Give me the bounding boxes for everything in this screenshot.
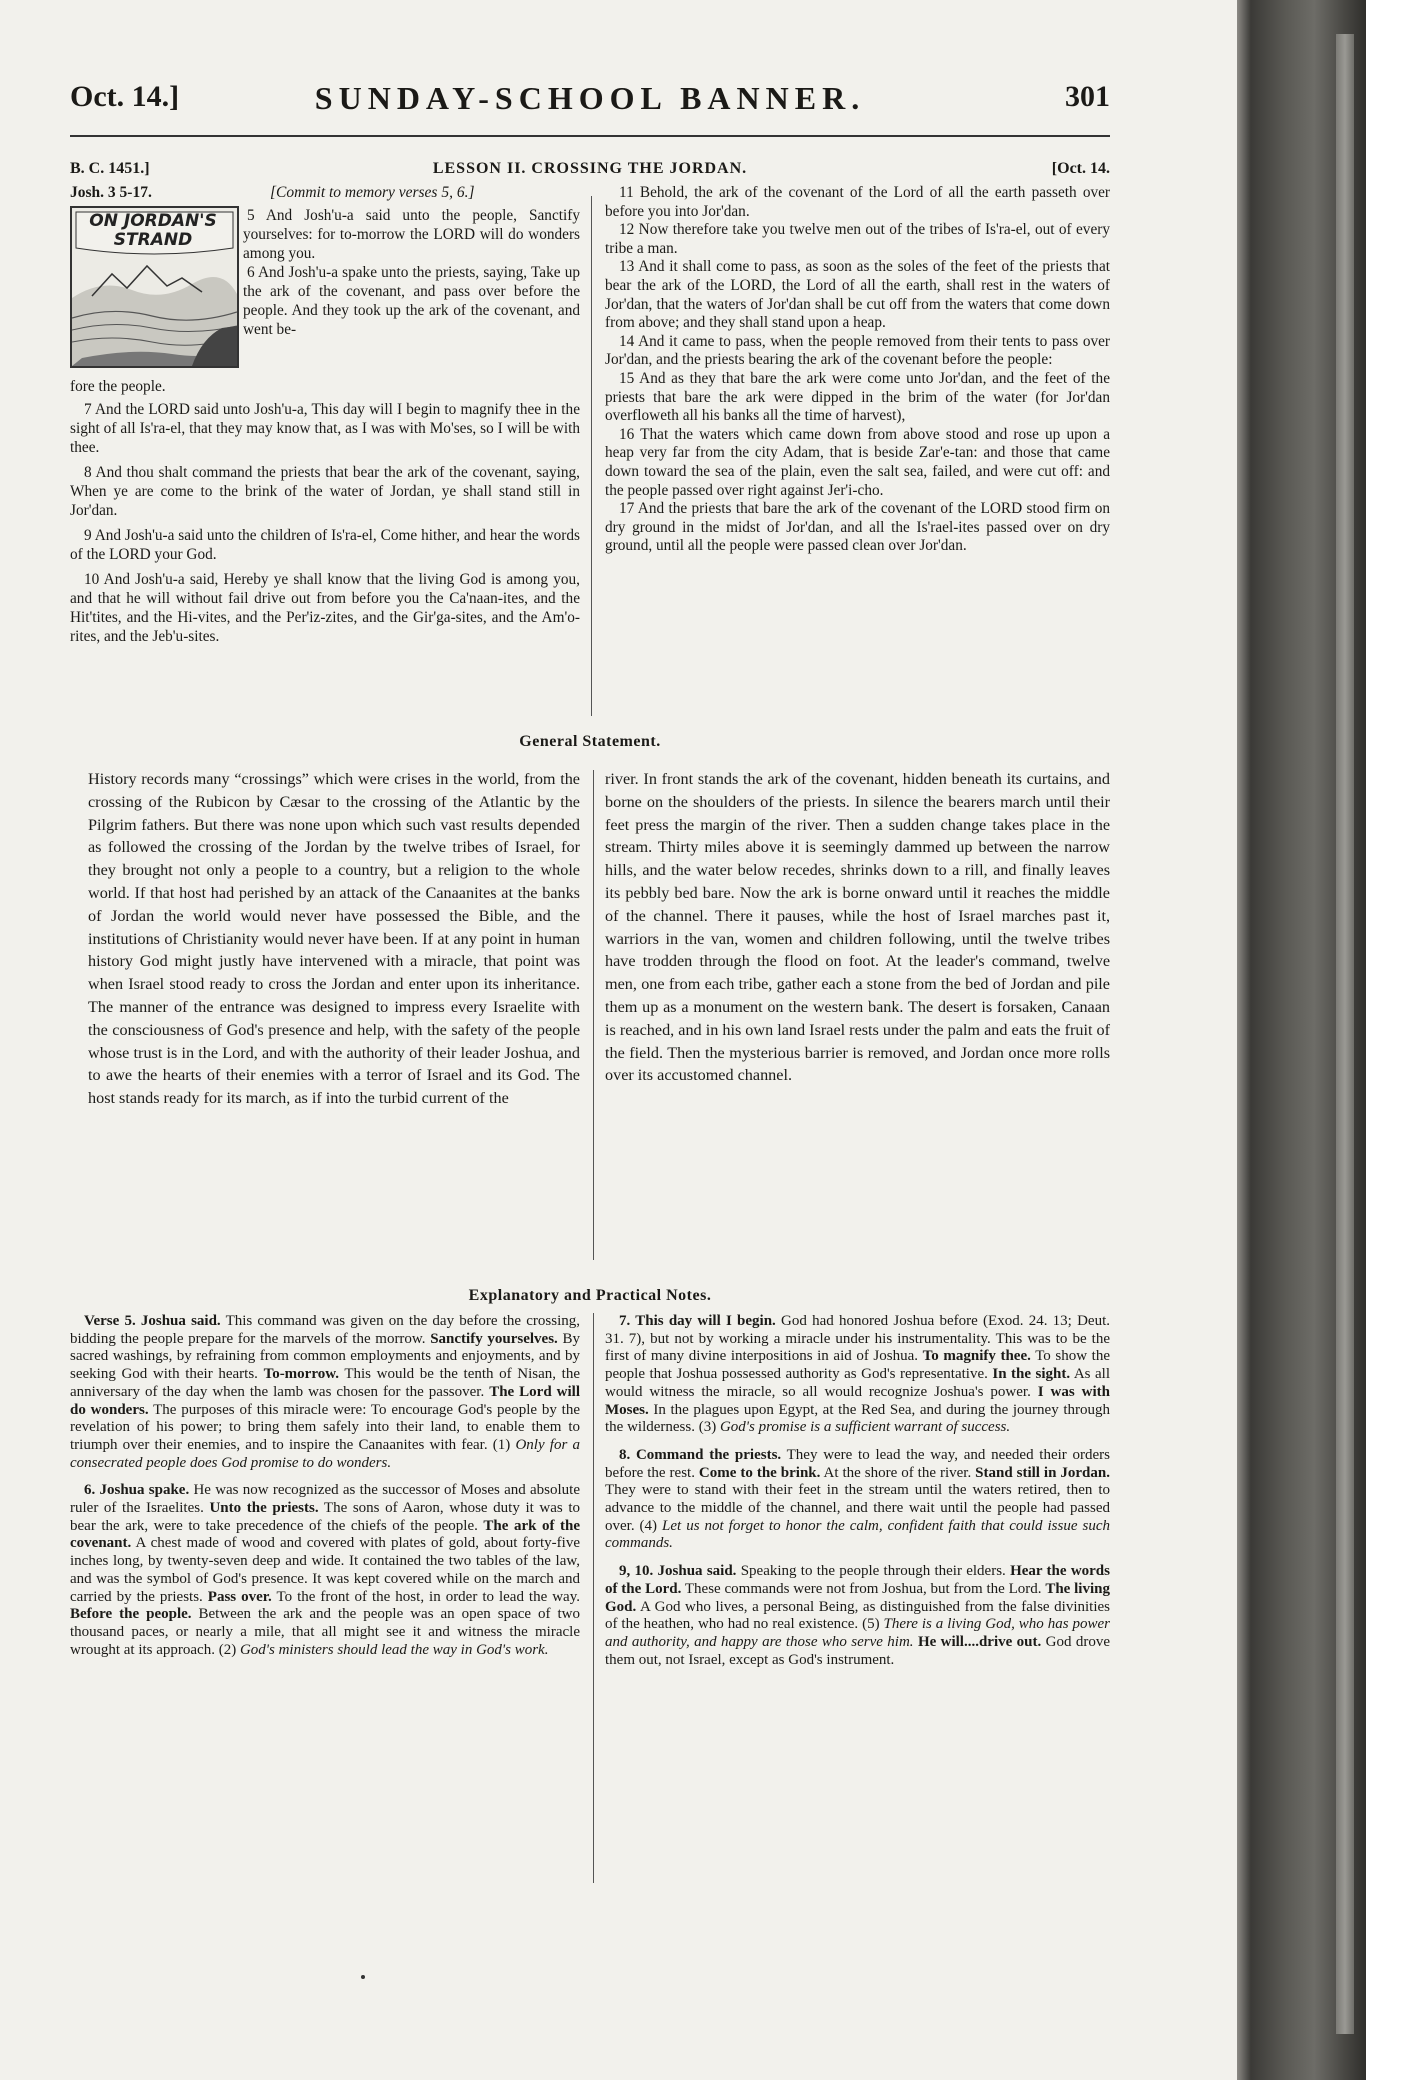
- verse-13: 13 And it shall come to pass, as soon as the soles of the feet of the priests that bear the ark of the LORD, the Lord of all the earth, shall rest in the waters of Jor'dan, that the waters of Jor'dan shall be cut off from the waters that come down from above; and they shall stand upon a heap.: [605, 258, 1110, 332]
- lesson-title: LESSON II. CROSSING THE JORDAN.: [432, 160, 748, 177]
- running-header: [70, 80, 1110, 120]
- print-speck: [361, 1975, 365, 1979]
- note-verse-8: [605, 1447, 1110, 1553]
- note-keyword: In the sight.: [992, 1366, 1071, 1383]
- note-keyword: Stand still in Jordan.: [975, 1464, 1110, 1481]
- explanatory-notes-divider: [593, 1313, 594, 1883]
- verse-8: 8 And thou shalt command the priests that bear the ark of the covenant, saying, When ye are come to the brink of the water of Jordan, ye shall stand still in Jor'dan.: [70, 464, 580, 519]
- verse-16: 16 That the waters which came down from above stood and rose up upon a heap very far from the city Adam, that is beside Zar'e-tan: and those that came down toward the sea of the plain, even the salt sea, failed, and were cut off: and the people passed over right against Jer'i-cho.: [605, 425, 1110, 499]
- lesson-heading: [70, 160, 1110, 182]
- verse-10: 10 And Josh'u-a said, Hereby ye shall know that the living God is among you, and that he will without fail drive out from before you the Ca'naan-ites, and the Hit'tites, and the Hi-vites, and the Per'iz-zites, and the Gir'ga-sites, and the Am'o-rites, and the Jeb'u-sites.: [70, 571, 580, 645]
- general-statement-text-left: History records many “crossings” which were crises in the world, from the crossing of the Rubicon by Cæsar to the crossing of the Atlantic by the Pilgrim fathers. But there was none upon which such vast results depended as followed the crossing of the Jordan by the twelve tribes of Israel, for they brought not only a people to a country, but a religion to the whole world. If that host had perished by an attack of the Canaanites at the banks of Jordan the world would never have possessed the Bible, and the institutions of Christianity would never have been. If at any point in human history God might justly have intervened with a miracle, that point was when Israel stood ready to cross the Jordan and enter upon its inheritance. The manner of the entrance was designed to impress every Israelite with the consciousness of God's presence and help, with the safety of the people whose trust is in the Lord, and with the authority of their leader Joshua, and to awe the hearts of their enemies with a terror of Israel and its God. The host stands ready for its march, as if into the turbid current of the: [88, 770, 580, 1108]
- note-keyword: Sanctify yourselves.: [430, 1330, 558, 1347]
- general-statement-text-right: river. In front stands the ark of the covenant, hidden beneath its curtains, and borne on the shoulders of the priests. In silence the bearers march until their feet press the margin of the river. Then a sudden change takes place in the stream. Thirty miles above it is seemingly dammed up between the narrow hills, and the water below recedes, shrinks down to a rill, and finally leaves its pebbly bed bare. Now the ark is borne onward until it reaches the middle of the channel. There it pauses, while the host of Israel marches past it, warriors in the van, women and children following, until the twelve tribes have trodden through the flood on foot. At the leader's command, twelve men, one from each tribe, gather each a stone from the bed of Jordan and pile them up as a monument on the western bank. The desert is forsaken, Canaan is reached, and in his own land Israel rests under the palm and eats the fruit of the field. Then the mysterious barrier is removed, and Jordan once more rolls over its accustomed channel.: [605, 770, 1110, 1085]
- note-text: Speaking to the people through their elders.: [736, 1563, 1011, 1580]
- note-head: 7. This day will I begin.: [619, 1313, 776, 1329]
- note-lesson: There is a living God, who has power and authority, and happy are those who serve him.: [605, 1616, 1110, 1650]
- note-text: This command was given on the day before the crossing, bidding the people prepare for the marvels of the morrow.: [70, 1313, 580, 1347]
- verse-6: 6 And Josh'u-a spake unto the priests, saying, Take up the ark of the covenant, and pass over before the people. And they took up the ark of the covenant, and went be-: [243, 264, 580, 338]
- note-head: 9, 10. Joshua said.: [619, 1563, 737, 1580]
- scripture-reference-line: [70, 184, 580, 202]
- note-text: To show the people that Joshua possessed authority as God's representative.: [605, 1348, 1111, 1383]
- note-verse-6: [70, 1482, 580, 1659]
- verses-column-divider: [591, 196, 592, 716]
- note-keyword: Unto the priests.: [209, 1500, 319, 1517]
- lesson-year: B. C. 1451.]: [70, 160, 150, 177]
- verse-15: 15 And as they that bare the ark were come unto Jor'dan, and the feet of the priests that bare the ark were dipped in the brim of the water (for Jor'dan overfloweth all his banks all the time of harvest),: [605, 369, 1110, 425]
- note-keyword: To-morrow.: [263, 1366, 339, 1383]
- explanatory-notes-left: [70, 1313, 580, 1669]
- lesson-date: [Oct. 14.: [1051, 160, 1110, 177]
- verse-17: 17 And the priests that bare the ark of the covenant of the LORD stood firm on dry ground in the midst of Jor'dan, and all the Is'rael-ites passed over on dry ground, until all the people were passed clean over Jor'dan.: [605, 500, 1110, 555]
- note-head: 8. Command the priests.: [619, 1446, 782, 1463]
- scripture-verses-beside-illustration: [243, 206, 580, 339]
- note-text: A chest made of wood and covered with plates of gold, about forty-five inches long, by twenty-seven deep and wide. It contained the two tables of the law, and was the symbol of God's presence. It was kept covered while on the march and carried by the priests.: [70, 1535, 580, 1605]
- note-keyword: Come to the brink.: [698, 1464, 821, 1481]
- note-keyword: To magnify thee.: [922, 1348, 1031, 1365]
- header-rule: [70, 135, 1110, 137]
- verse-6-continued: fore the people.: [70, 378, 166, 395]
- note-verse-7: [605, 1313, 1110, 1437]
- note-keyword: The living God.: [605, 1580, 1110, 1615]
- general-statement-divider: [593, 770, 594, 1260]
- note-keyword: Before the people.: [70, 1606, 192, 1623]
- note-text: To the front of the host, in order to lead the way.: [271, 1588, 580, 1605]
- page-edge-shadow: [1237, 0, 1251, 2080]
- note-keyword: Hear the words of the Lord.: [605, 1563, 1110, 1597]
- scripture-verses-right: [605, 184, 1110, 556]
- header-date: Oct. 14.]: [70, 80, 180, 113]
- note-lesson: God's ministers should lead the way in God's work.: [239, 1641, 549, 1658]
- general-statement-heading: General Statement.: [519, 733, 661, 750]
- note-text: The sons of Aaron, whose duty it was to bear the ark, were to take precedence of the chiefs of the people.: [70, 1500, 580, 1534]
- scripture-verses-left: [70, 377, 580, 652]
- note-lesson: God's promise is a sufficient warrant of success.: [719, 1419, 1011, 1436]
- header-title: SUNDAY-SCHOOL BANNER.: [314, 80, 866, 116]
- note-text: By sacred washings, by refraining from common employments and enjoyments, and by seeking God with their hearts.: [70, 1330, 580, 1383]
- explanatory-notes-right: [605, 1313, 1110, 1679]
- note-keyword: The ark of the covenant.: [70, 1517, 581, 1552]
- on-jordans-strand-illustration: [70, 206, 239, 368]
- note-keyword: I was with Moses.: [605, 1383, 1110, 1418]
- scripture-reference: Josh. 3 5-17.: [70, 184, 152, 201]
- general-statement-right: [605, 768, 1110, 1087]
- illustration-caption-line2: STRAND: [113, 230, 193, 250]
- note-verse-5: [70, 1313, 580, 1472]
- note-text: A God who lives, a personal Being, as distinguished from the false divinities of the heathen, who had no real existence. (5): [605, 1598, 1110, 1633]
- note-text: This would be the tenth of Nisan, the anniversary of the day when the lamb was chosen for the passover.: [70, 1366, 581, 1400]
- verse-11: 11 Behold, the ark of the covenant of the Lord of all the earth passeth over before you into Jor'dan.: [605, 184, 1110, 220]
- note-keyword: The Lord will do wonders.: [70, 1383, 580, 1418]
- note-text: The purposes of this miracle were: To encourage God's people by the revelation of his power; to bring them safely into their land, to enable them to triumph over their enemies, and to inspire the Canaanites with fear. (1): [70, 1401, 580, 1453]
- note-text: Between the ark and the people was an open space of two thousand paces, or nearly a mile, that all might see it and witness the miracle wrought at its approach. (2): [70, 1606, 580, 1658]
- note-text: They were to stand with their feet in the stream until the waters retired, then to advance to the middle of the channel, and there wait until the people had passed over. (4): [605, 1482, 1110, 1534]
- illustration-caption-line1: ON JORDAN'S: [89, 211, 217, 231]
- verse-14: 14 And it came to pass, when the people removed from their tents to pass over Jor'dan, and the priests bearing the ark of the covenant before the people:: [605, 332, 1110, 369]
- note-text: In the plagues upon Egypt, at the Red Sea, and during the journey through the wilderness. (3): [605, 1401, 1110, 1436]
- note-head: 6. Joshua spake.: [84, 1482, 190, 1499]
- note-text: These commands were not from Joshua, but from the Lord.: [681, 1580, 1046, 1597]
- note-text: At the shore of the river.: [820, 1464, 976, 1481]
- note-lesson: Only for a consecrated people does God promise to do wonders.: [70, 1436, 580, 1471]
- verse-12: 12 Now therefore take you twelve men out of the tribes of Is'ra-el, out of every tribe a man.: [605, 221, 1110, 257]
- note-text: As all would witness the miracle, so all would recognize Joshua's power.: [605, 1366, 1110, 1400]
- book-spine-highlight: [1336, 34, 1354, 2034]
- note-text: God had honored Joshua before (Exod. 24. 13; Deut. 31. 7), but not by working a miracle under his instrumentality. This was to be the first of many divine interpositions in aid of Joshua.: [605, 1313, 1110, 1365]
- page-number: 301: [1065, 80, 1110, 113]
- note-lesson: Let us not forget to honor the calm, confident faith that could issue such commands.: [605, 1517, 1110, 1552]
- note-keyword: He will....drive out.: [917, 1633, 1042, 1650]
- note-text: God drove them out, not Israel, except as God's instrument.: [605, 1633, 1110, 1668]
- note-verses-9-10: [605, 1563, 1110, 1669]
- verse-9: 9 And Josh'u-a said unto the children of Is'ra-el, Come hither, and hear the words of the LORD your God.: [70, 527, 580, 563]
- general-statement-left: [88, 768, 580, 1110]
- note-text: He was now recognized as the successor of Moses and absolute ruler of the Israelites.: [70, 1482, 580, 1517]
- explanatory-notes-heading: Explanatory and Practical Notes.: [468, 1287, 712, 1304]
- note-text: They were to lead the way, and needed their orders before the rest.: [605, 1446, 1110, 1481]
- verse-5: 5 And Josh'u-a said unto the people, Sanctify yourselves: for to-morrow the LORD will do wonders among you.: [243, 207, 580, 262]
- memory-verses-note: [Commit to memory verses 5, 6.]: [270, 184, 475, 201]
- note-keyword: Pass over.: [207, 1588, 272, 1605]
- note-head: Verse 5. Joshua said.: [84, 1313, 221, 1329]
- verse-7: 7 And the LORD said unto Josh'u-a, This day will I begin to magnify thee in the sight of all Is'ra-el, that they may know that, as I was with Mo'ses, so I will be with thee.: [70, 401, 580, 456]
